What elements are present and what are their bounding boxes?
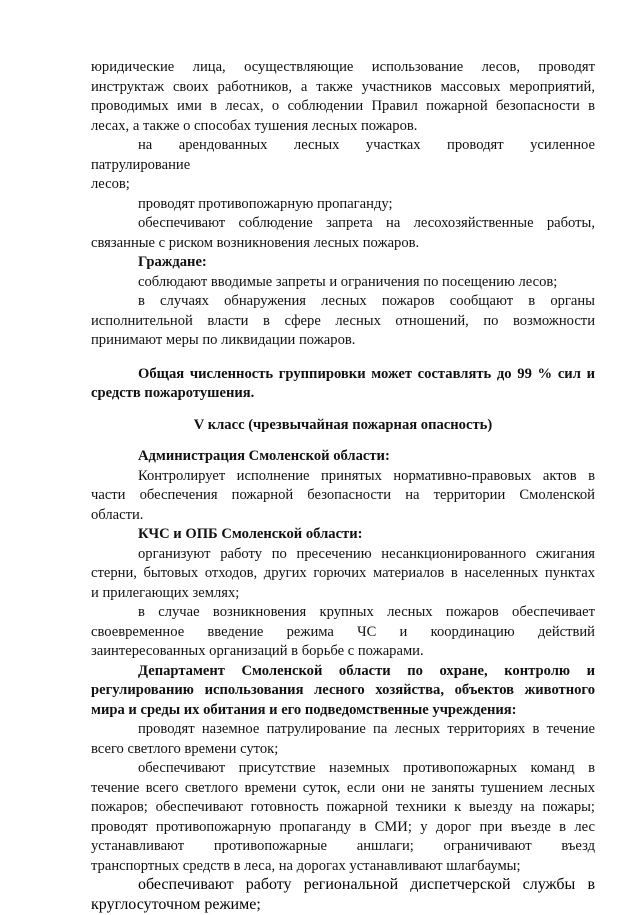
text-line: в случае возникновения крупных лесных пожаров обеспечивает	[138, 604, 595, 620]
text-line: Контролирует исполнение принятых нормативно-правовых актов в	[138, 467, 595, 484]
text-line: связанные с риском возникновения лесных пожаров.	[91, 234, 420, 251]
text-line: круглосуточном режиме;	[91, 895, 261, 913]
section-heading: Департамент Смоленской области по охране, контролю и	[138, 662, 595, 679]
text-line: соблюдают вводимые запреты и ограничения по посещению лесов;	[138, 273, 558, 290]
section-heading: Администрация Смоленской области:	[138, 448, 390, 464]
text-line: принимают меры по ликвидации пожаров.	[91, 332, 356, 348]
text-line: инструктаж своих работников, а также участников массовых мероприятий,	[91, 78, 595, 95]
text-line: транспортных средств в леса, на дорогах устанавливают шлагбаумы;	[91, 857, 521, 874]
text-line: проводят противопожарную пропаганду;	[138, 195, 393, 212]
section-heading: Граждане:	[138, 254, 207, 270]
text-line: части обеспечения пожарной безопасности на территории Смоленской	[91, 487, 595, 503]
text-line: области.	[91, 506, 144, 523]
text-line: стерни, бытовых отходов, других горючих материалов в населенных пунктах	[91, 565, 595, 581]
text-line: проводимых ими в лесах, о соблюдении Правил пожарной безопасности в	[91, 98, 595, 114]
section-heading: регулированию использования лесного хозяйства, объектов животного	[91, 682, 595, 698]
section-heading: мира и среды их обитания и его подведомственные учреждения:	[91, 701, 517, 718]
text-line: патрулирование	[91, 156, 191, 173]
section-heading: КЧС и ОПБ Смоленской области:	[138, 526, 363, 542]
text-line: юридические лица, осуществляющие использование лесов, проводят	[91, 59, 595, 75]
text-line: лесов;	[91, 176, 130, 192]
text-line: заинтересованных организаций в борьбе с пожарами.	[91, 643, 424, 659]
summary-line: Общая численность группировки может составлять до 99 % сил и	[138, 365, 595, 382]
summary-line: средств пожаротушения.	[91, 385, 255, 401]
text-line: исполнительной власти в сфере лесных отношений, по возможности	[91, 312, 595, 329]
text-line: обеспечивают присутствие наземных противопожарных команд в	[138, 760, 595, 776]
text-line: устанавливают противопожарные аншлаги; ограничивают въезд	[91, 838, 595, 854]
text-line: течение всего светлого времени суток, если они не заняты тушением лесных	[91, 779, 595, 796]
text-line: пожаров; обеспечивают готовность пожарной техники к выезду на пожары;	[91, 799, 595, 815]
text-line: организуют работу по пресечению несанкционированного сжигания	[138, 545, 595, 562]
class-heading: V класс (чрезвычайная пожарная опасность)	[193, 416, 493, 433]
text-line: и прилегающих землях;	[91, 584, 240, 601]
text-line: своевременное введение режима ЧС и координацию действий	[91, 623, 595, 640]
text-line: проводят противопожарную пропаганду в СМИ; у дорог при въезде в лес	[91, 818, 595, 835]
text-line: в случаях обнаружения лесных пожаров сообщают в органы	[138, 293, 595, 309]
text-line: на арендованных лесных участках проводят усиленное	[138, 137, 595, 153]
text-line: обеспечивают работу региональной диспетчерской службы в	[138, 876, 595, 893]
text-line: проводят наземное патрулирование па лесных территориях в течение	[138, 721, 595, 737]
text-line: всего светлого времени суток;	[91, 740, 279, 757]
text-line: обеспечивают соблюдение запрета на лесохозяйственные работы,	[138, 215, 595, 231]
text-line: лесах, а также о способах тушения лесных пожаров.	[91, 117, 418, 134]
